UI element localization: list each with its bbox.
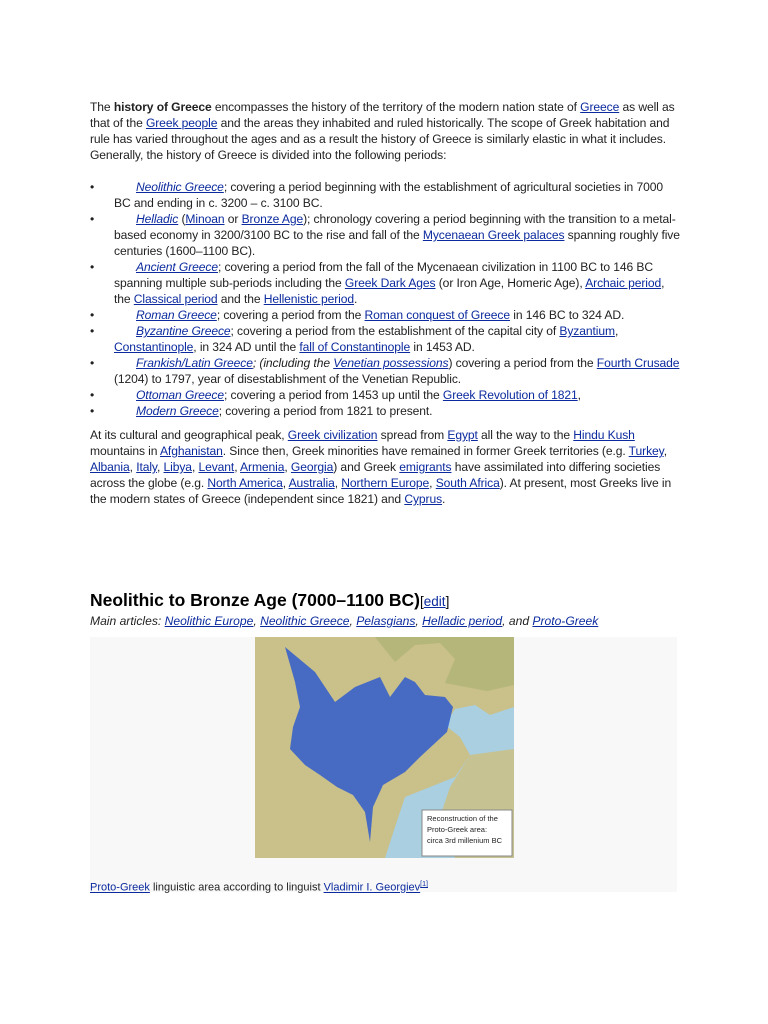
text: , bbox=[663, 444, 667, 458]
text: ). At present, most Greeks live in the modern states of Greece (independent since 1821) and bbox=[90, 476, 672, 506]
bracket: ] bbox=[445, 594, 450, 609]
main-articles bbox=[90, 613, 680, 629]
edit-link[interactable]: edit bbox=[423, 594, 446, 609]
link-egypt[interactable]: Egypt bbox=[447, 428, 478, 442]
link-greek-people[interactable]: Greek people bbox=[145, 116, 218, 130]
link-emigrants[interactable]: emigrants bbox=[399, 460, 452, 474]
text: or bbox=[224, 212, 242, 226]
text: , bbox=[614, 324, 619, 338]
link-modern-greece[interactable]: Modern Greece bbox=[136, 404, 219, 418]
text: ); chronology covering a period beginning with the transition to a metal-based economy in 3200/3100 BC to the rise and fall of the bbox=[114, 212, 676, 242]
text: ; covering a period from 1453 up until the bbox=[224, 388, 443, 402]
bullet: • bbox=[90, 324, 95, 338]
text: spread from bbox=[377, 428, 448, 442]
text: encompasses the history of the territory of the modern nation state of bbox=[211, 100, 581, 114]
map-legend-line-2: Proto-Greek area: bbox=[427, 825, 488, 834]
text: ; covering a period from the establishment of the capital city of bbox=[230, 324, 560, 338]
bold-term: history of Greece bbox=[113, 100, 212, 114]
link-albania[interactable]: Albania bbox=[90, 460, 130, 474]
text: , bbox=[577, 388, 581, 402]
link-hindu-kush[interactable]: Hindu Kush bbox=[573, 428, 635, 442]
link-greek-revolution[interactable]: Greek Revolution of 1821 bbox=[442, 388, 578, 402]
section-neolithic-bronze bbox=[90, 589, 680, 629]
text: , bbox=[234, 460, 241, 474]
list-item bbox=[90, 387, 680, 403]
text: ; (including the bbox=[252, 356, 334, 370]
reference-link[interactable]: [1] bbox=[420, 881, 428, 888]
bracket: [ bbox=[420, 594, 424, 609]
text: mountains in bbox=[90, 444, 160, 458]
map-legend-line-3: circa 3rd millenium BC bbox=[427, 836, 503, 845]
link-byzantine-greece[interactable]: Byzantine Greece bbox=[136, 324, 231, 338]
link-armenia[interactable]: Armenia bbox=[240, 460, 285, 474]
list-item bbox=[90, 323, 680, 355]
list-item bbox=[90, 355, 680, 387]
separator: , bbox=[349, 614, 357, 628]
text: ; covering a period beginning with the establishment of agricultural societies in 7000 BC and ending in c. 3200 – c. 3100 BC. bbox=[114, 180, 663, 210]
list-item bbox=[90, 403, 680, 419]
list-item bbox=[90, 179, 680, 211]
link-fourth-crusade[interactable]: Fourth Crusade bbox=[596, 356, 680, 370]
link-greek-dark-ages[interactable]: Greek Dark Ages bbox=[344, 276, 436, 290]
bullet: • bbox=[90, 260, 95, 274]
link-neolithic-greece[interactable]: Neolithic Greece bbox=[136, 180, 224, 194]
link-bronze-age[interactable]: Bronze Age bbox=[241, 212, 304, 226]
link-south-africa[interactable]: South Africa bbox=[435, 476, 500, 490]
link-northern-europe[interactable]: Northern Europe bbox=[341, 476, 430, 490]
separator: , bbox=[253, 614, 261, 628]
text: , bbox=[156, 460, 164, 474]
text: . bbox=[354, 292, 358, 306]
text: , bbox=[284, 460, 291, 474]
text: ) and Greek bbox=[333, 460, 400, 474]
figure bbox=[90, 637, 677, 892]
main-articles-label: Main articles: bbox=[90, 614, 165, 628]
separator: , and bbox=[502, 614, 533, 628]
text: , bbox=[191, 460, 199, 474]
text: (1204) to 1797, year of disestablishment of the Venetian Republic. bbox=[114, 372, 462, 386]
link-mycenaean-palaces[interactable]: Mycenaean Greek palaces bbox=[422, 228, 565, 242]
paragraph-cultural-peak bbox=[90, 427, 680, 507]
section-heading bbox=[90, 589, 680, 613]
map-legend-line-1: Reconstruction of the bbox=[427, 814, 498, 823]
bullet: • bbox=[90, 308, 95, 322]
link-helladic[interactable]: Helladic bbox=[136, 212, 179, 226]
link-north-america[interactable]: North America bbox=[207, 476, 283, 490]
text: spanning roughly five centuries (1600–1100 BC). bbox=[114, 228, 680, 258]
text: in 1453 AD. bbox=[410, 340, 475, 354]
link-ottoman-greece[interactable]: Ottoman Greece bbox=[136, 388, 224, 402]
text: and the bbox=[217, 292, 264, 306]
list-item bbox=[90, 307, 680, 323]
link-helladic-period[interactable]: Helladic period bbox=[422, 614, 503, 628]
link-byzantium[interactable]: Byzantium bbox=[559, 324, 615, 338]
text: ; covering a period from the fall of the Mycenaean civilization in 1100 BC to 146 BC spanning multiple sub-periods including the bbox=[114, 260, 654, 290]
intro-paragraph bbox=[90, 99, 680, 163]
link-classical-period[interactable]: Classical period bbox=[133, 292, 218, 306]
text: , in 324 AD until the bbox=[193, 340, 300, 354]
heading-text: Neolithic to Bronze Age (7000–1100 BC) bbox=[90, 590, 421, 610]
link-archaic-period[interactable]: Archaic period bbox=[585, 276, 662, 290]
text: . bbox=[442, 492, 446, 506]
proto-greek-map-image[interactable] bbox=[255, 637, 514, 858]
link-roman-conquest[interactable]: Roman conquest of Greece bbox=[364, 308, 510, 322]
link-fall-of-constantinople[interactable]: fall of Constantinople bbox=[299, 340, 411, 354]
text: all the way to the bbox=[477, 428, 574, 442]
link-proto-greek[interactable]: Proto-Greek bbox=[532, 614, 599, 628]
text: ( bbox=[178, 212, 186, 226]
text: The bbox=[90, 100, 114, 114]
text: , bbox=[429, 476, 436, 490]
link-neolithic-europe[interactable]: Neolithic Europe bbox=[164, 614, 254, 628]
link-hellenistic-period[interactable]: Hellenistic period bbox=[263, 292, 355, 306]
text: linguistic area according to linguist bbox=[149, 881, 324, 894]
link-turkey[interactable]: Turkey bbox=[628, 444, 664, 458]
list-item bbox=[90, 211, 680, 259]
link-pelasgians[interactable]: Pelasgians bbox=[356, 614, 416, 628]
link-constantinople[interactable]: Constantinople bbox=[114, 340, 194, 354]
link-neolithic-greece-main[interactable]: Neolithic Greece bbox=[260, 614, 350, 628]
link-afghanistan[interactable]: Afghanistan bbox=[159, 444, 223, 458]
text: At its cultural and geographical peak, bbox=[90, 428, 288, 442]
text: ) covering a period from the bbox=[448, 356, 597, 370]
bullet: • bbox=[90, 180, 95, 194]
text: , bbox=[282, 476, 289, 490]
link-georgia[interactable]: Georgia bbox=[290, 460, 334, 474]
text: as well as that of the bbox=[90, 100, 675, 130]
list-item bbox=[90, 259, 680, 307]
text: , bbox=[129, 460, 137, 474]
text: ; covering a period from the bbox=[216, 308, 365, 322]
text: in 146 BC to 324 AD. bbox=[510, 308, 625, 322]
link-levant[interactable]: Levant bbox=[198, 460, 235, 474]
bullet: • bbox=[90, 356, 95, 370]
text: and the areas they inhabited and ruled historically. The scope of Greek habitation and rule has varied throughout the ages and as a result the history of Greece is similarly elastic in what it includes. Generally, the history of Greece is divided into the following periods: bbox=[90, 116, 670, 162]
link-greece[interactable]: Greece bbox=[580, 100, 620, 114]
text: , the bbox=[114, 276, 665, 306]
link-proto-greek-caption[interactable]: Proto-Greek bbox=[90, 881, 150, 894]
link-roman-greece[interactable]: Roman Greece bbox=[136, 308, 217, 322]
bullet: • bbox=[90, 212, 95, 226]
text: (or Iron Age, Homeric Age), bbox=[435, 276, 586, 290]
link-cyprus[interactable]: Cyprus bbox=[404, 492, 443, 506]
link-greek-civilization[interactable]: Greek civilization bbox=[287, 428, 378, 442]
link-ancient-greece[interactable]: Ancient Greece bbox=[136, 260, 218, 274]
text: . Since then, Greek minorities have remained in former Greek territories (e.g. bbox=[222, 444, 629, 458]
link-frankish-latin-greece[interactable]: Frankish/Latin Greece bbox=[136, 356, 253, 370]
periods-list bbox=[90, 179, 680, 419]
link-minoan[interactable]: Minoan bbox=[185, 212, 225, 226]
bullet: • bbox=[90, 388, 95, 402]
text: ; covering a period from 1821 to present. bbox=[218, 404, 433, 418]
link-australia[interactable]: Australia bbox=[288, 476, 335, 490]
article-body bbox=[90, 99, 680, 507]
separator: , bbox=[415, 614, 423, 628]
link-venetian-possessions[interactable]: Venetian possessions bbox=[333, 356, 449, 370]
figure-caption bbox=[90, 878, 428, 895]
link-libya[interactable]: Libya bbox=[163, 460, 192, 474]
bullet: • bbox=[90, 404, 95, 418]
link-vladimir-georgiev[interactable]: Vladimir I. Georgiev bbox=[323, 881, 421, 894]
text: , bbox=[334, 476, 342, 490]
link-italy[interactable]: Italy bbox=[136, 460, 157, 474]
text: have assimilated into differing societies across the globe (e.g. bbox=[90, 460, 661, 490]
